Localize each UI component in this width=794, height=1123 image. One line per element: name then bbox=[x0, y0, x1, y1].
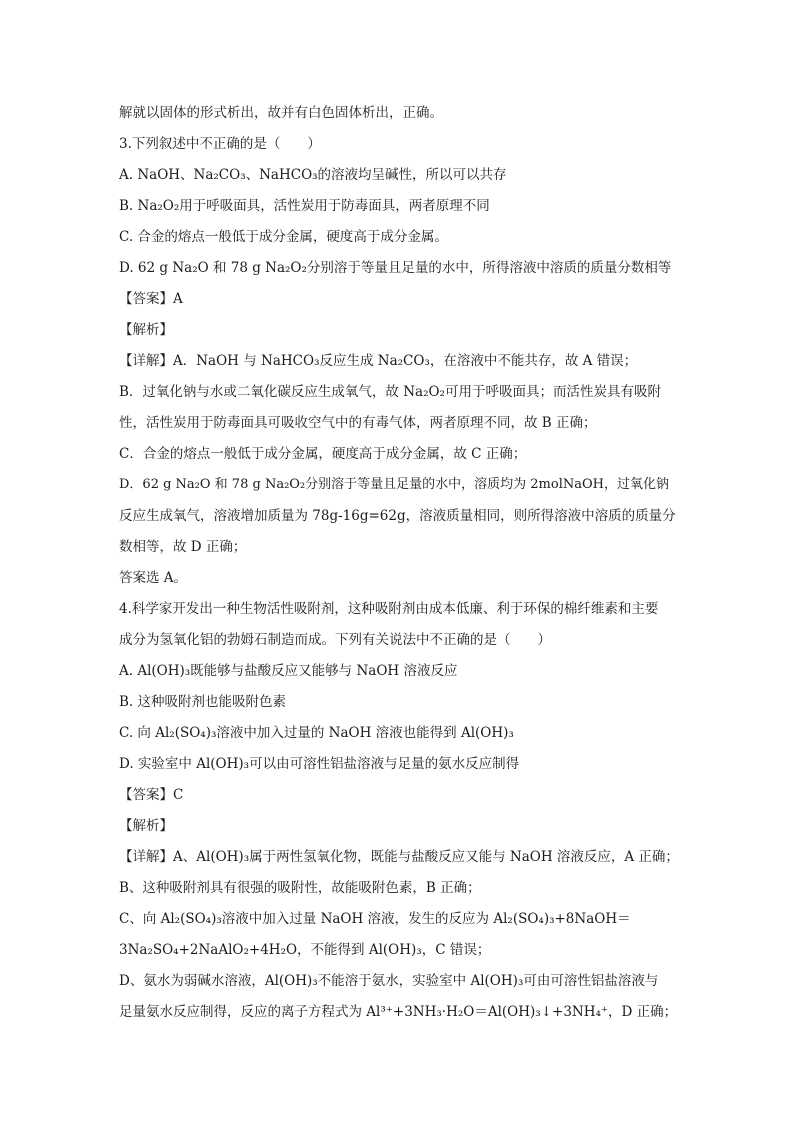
question-3-explanation-d-cont: 反应生成氧气，溶液增加质量为 78g-16g=62g，溶液质量相同，则所得溶液中溶质的质量分 bbox=[119, 508, 676, 524]
question-3-option-b: B. Na₂O₂用于呼吸面具，活性炭用于防毒面具，两者原理不同 bbox=[119, 198, 490, 214]
question-4-option-a: A. Al(OH)₃既能够与盐酸反应又能够与 NaOH 溶液反应 bbox=[119, 663, 458, 679]
question-3-explanation-b: B．过氧化钠与水或二氧化碳反应生成氧气，故 Na₂O₂可用于呼吸面具；而活性炭具有吸附 bbox=[119, 384, 661, 400]
question-3-explanation-c: C．合金的熔点一般低于成分金属，硬度高于成分金属，故 C 正确； bbox=[119, 446, 527, 462]
question-4-explanation-d: D、氨水为弱碱水溶液，Al(OH)₃不能溶于氨水，实验室中 Al(OH)₃可由可溶性铝盐溶液与 bbox=[119, 973, 659, 989]
question-3-stem: 3.下列叙述中不正确的是（ ） bbox=[119, 136, 321, 152]
question-4-option-b: B. 这种吸附剂也能吸附色素 bbox=[119, 694, 287, 710]
question-3-option-c: C. 合金的熔点一般低于成分金属，硬度高于成分金属。 bbox=[119, 229, 448, 245]
text-line: 解就以固体的形式析出，故并有白色固体析出，正确。 bbox=[119, 105, 443, 121]
question-3-answer: 【答案】A bbox=[119, 291, 183, 307]
question-4-analysis-heading: 【解析】 bbox=[119, 818, 173, 834]
question-4-answer: 【答案】C bbox=[119, 787, 184, 803]
question-4-option-d: D. 实验室中 Al(OH)₃可以由可溶性铝盐溶液与足量的氨水反应制得 bbox=[119, 756, 520, 772]
question-3-explanation-d: D．62 g Na₂O 和 78 g Na₂O₂分别溶于等量且足量的水中，溶质均为 2molNaOH，过氧化钠 bbox=[119, 477, 669, 492]
question-4-stem-cont: 成分为氢氧化铝的勃姆石制造而成。下列有关说法中不正确的是（ ） bbox=[119, 632, 551, 648]
question-3-explanation-d-end: 数相等，故 D 正确； bbox=[119, 539, 247, 555]
question-4-explanation-b: B、这种吸附剂具有很强的吸附性，故能吸附色素，B 正确； bbox=[119, 880, 481, 896]
question-3-explanation-b-cont: 性，活性炭用于防毒面具可吸收空气中的有毒气体，两者原理不同，故 B 正确； bbox=[119, 415, 597, 431]
question-4-explanation-a: 【详解】A、Al(OH)₃属于两性氢氧化物，既能与盐酸反应又能与 NaOH 溶液反应，A 正确； bbox=[119, 849, 679, 865]
question-4-explanation-c-cont: 3Na₂SO₄+2NaAlO₂+4H₂O，不能得到 Al(OH)₃，C 错误； bbox=[119, 942, 491, 958]
question-3-explanation-a: 【详解】A．NaOH 与 NaHCO₃反应生成 Na₂CO₃，在溶液中不能共存，故 A 错误； bbox=[119, 353, 638, 369]
question-4-stem: 4.科学家开发出一种生物活性吸附剂，这种吸附剂由成本低廉、利于环保的棉纤维素和主要 bbox=[119, 601, 659, 617]
question-4-option-c: C. 向 Al₂(SO₄)₃溶液中加入过量的 NaOH 溶液也能得到 Al(OH)₃ bbox=[119, 725, 514, 741]
question-4-explanation-c: C、向 Al₂(SO₄)₃溶液中加入过量 NaOH 溶液，发生的反应为 Al₂(SO₄)₃+8NaOH＝ bbox=[119, 911, 631, 927]
question-3-option-d: D. 62 g Na₂O 和 78 g Na₂O₂分别溶于等量且足量的水中，所得溶液中溶质的质量分数相等 bbox=[119, 260, 672, 276]
question-3-analysis-heading: 【解析】 bbox=[119, 322, 173, 338]
question-3-option-a: A. NaOH、Na₂CO₃、NaHCO₃的溶液均呈碱性，所以可以共存 bbox=[119, 167, 507, 183]
question-4-explanation-d-cont: 足量氨水反应制得，反应的离子方程式为 Al³⁺+3NH₃·H₂O＝Al(OH)₃↓+3NH₄⁺，D 正确； bbox=[119, 1004, 678, 1020]
question-3-final-answer: 答案选 A。 bbox=[119, 570, 188, 586]
